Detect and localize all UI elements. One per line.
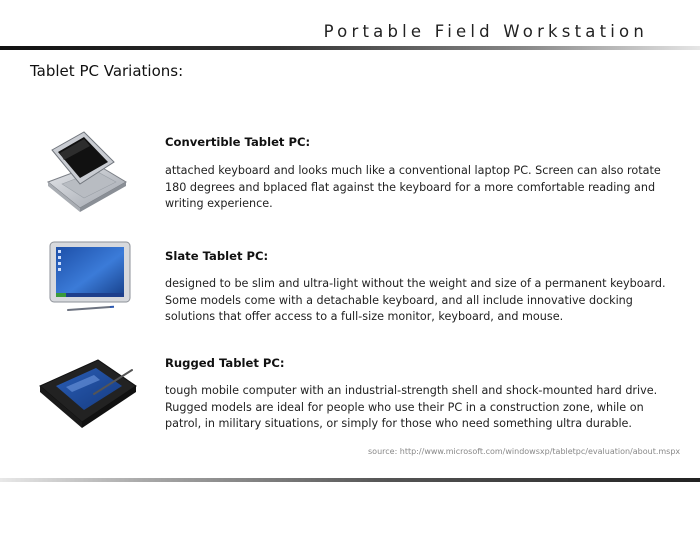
footer-divider <box>0 478 700 482</box>
section-subtitle: Tablet PC Variations: <box>30 62 184 80</box>
page-title: Portable Field Workstation <box>323 22 648 41</box>
entry-heading: Convertible Tablet PC: <box>165 135 311 149</box>
slate-tablet-image <box>48 240 134 316</box>
convertible-tablet-image <box>40 124 132 216</box>
entry-description: tough mobile computer with an industrial-strength shell and shock-mounted hard drive. Rugged models are ideal for people who use their PC in a construction zone, while on patrol, in military situations, or simply for those who need something ultra durable. <box>165 384 658 431</box>
entry-heading: Slate Tablet PC: <box>165 249 269 263</box>
header-divider <box>0 46 700 50</box>
entry-description: designed to be slim and ultra-light without the weight and size of a permanent keyboard. Some models come with a detachable keyboard, and all include innovative docking solutions that offer access to a full-size monitor, keyboard, and mouse. <box>165 277 666 324</box>
source-citation: source: http://www.microsoft.com/windowsxp/tabletpc/evaluation/about.mspx <box>368 447 681 456</box>
rugged-tablet-image <box>36 356 140 428</box>
entry-description: attached keyboard and looks much like a conventional laptop PC. Screen can also rotate 180 degrees and bplaced flat against the keyboard for a more comfortable reading and writing experience. <box>165 164 661 211</box>
entry-heading: Rugged Tablet PC: <box>165 356 285 370</box>
